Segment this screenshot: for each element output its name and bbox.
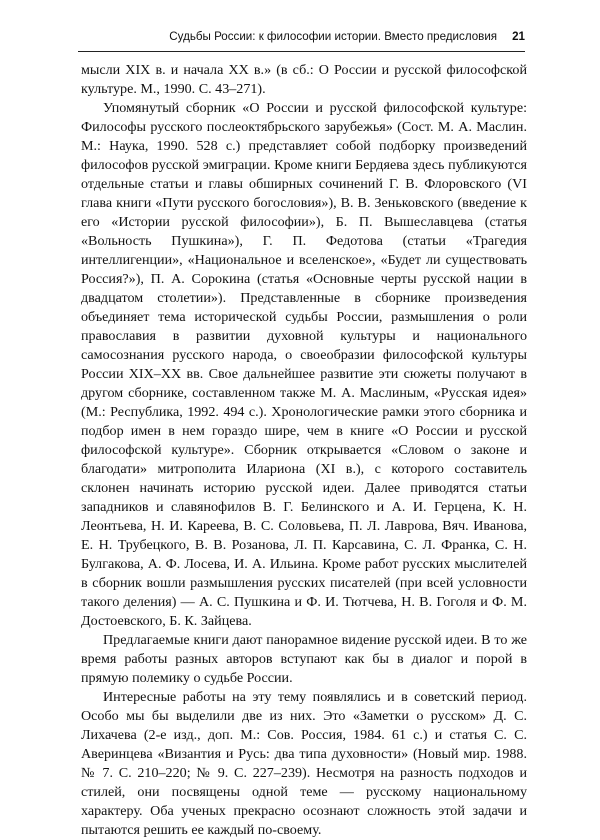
body-text — [81, 61, 527, 840]
header-rule — [78, 51, 525, 52]
paragraph: Упомянутый сборник «О России и русской философской культуре: Философы русского послеоктябрьского зарубежья» (Сост. М. А. Маслин. М.: Наука, 1990. 528 с.) представляет собой подборку произведений философов русской эмиграции. Кроме книги Бердяева здесь публикуются отдельные статьи и главы обширных сочинений Г. В. Флоровского (VI глава книги «Пути русского богословия»), В. В. Зеньковского (введение к его «Истории русской философии»), Б. П. Вышеславцева (статья «Вольность Пушкина»), Г. П. Федотова (статьи «Трагедия интеллигенции», «Национальное и вселенское», «Будет ли существовать Россия?»), П. А. Сорокина (статья «Основные черты русской нации в двадцатом столетии»). Представленные в сборнике произведения объединяет тема исторической судьбы России, размышления о роли православия в развитии духовной культуры и национального самосознания русского народа, о своеобразии философской культуры России XIX–XX вв. Свое дальнейшее развитие эти сюжеты получают в другом сборнике, составленном также М. А. Маслиным, «Русская идея» (М.: Республика, 1992. 494 с.). Хронологические рамки этого сборника и подбор имен в нем гораздо шире, чем в книге «О России и русской философской культуре». Сборник открывается «Словом о законе и благодати» митрополита Илариона (XI в.), с которого составитель склонен начинать историю русской идеи. Далее приводятся статьи западников и славянофилов В. Г. Белинского и А. И. Герцена, К. Н. Леонтьева, Н. И. Кареева, В. С. Соловьева, П. Л. Лаврова, Вяч. Иванова, Е. Н. Трубецкого, В. В. Розанова, Л. П. Карсавина, С. Л. Франка, С. Н. Булгакова, А. Ф. Лосева, И. А. Ильина. Кроме работ русских мыслителей в сборник вошли размышления русских писателей (при всей условности такого деления) — А. С. Пушкина и Ф. И. Тютчева, Н. В. Гоголя и Ф. М. Достоевского, Б. К. Зайцева. — [81, 100, 527, 629]
paragraph-continuation: мысли XIX в. и начала XX в.» (в сб.: О России и русской философской культуре. М., 1990. С. 43–271). — [81, 62, 527, 97]
paragraph: Предлагаемые книги дают панорамное видение русской идеи. В то же время работы разных авторов вступают как бы в диалог и порой в прямую полемику о судьбе России. — [81, 632, 527, 686]
running-header — [169, 30, 525, 52]
page-number: 21 — [512, 30, 525, 43]
running-title: Судьбы России: к философии истории. Вместо предисловия — [169, 30, 498, 43]
paragraph: Интересные работы на эту тему появлялись и в советский период. Особо мы бы выделили две из них. Это «Заметки о русском» Д. С. Лихачева (2-е изд., доп. М.: Сов. Россия, 1984. 61 с.) и статья С. С. Аверинцева «Византия и Русь: два типа духовности» (Новый мир. 1988. № 7. С. 210–220; № 9. С. 227–239). Несмотря на разность подходов и стилей, они посвящены одной теме — русскому национальному характеру. Оба ученых прекрасно осознают сложность этой задачи и пытаются решить ее каждый по-своему. — [81, 689, 527, 838]
